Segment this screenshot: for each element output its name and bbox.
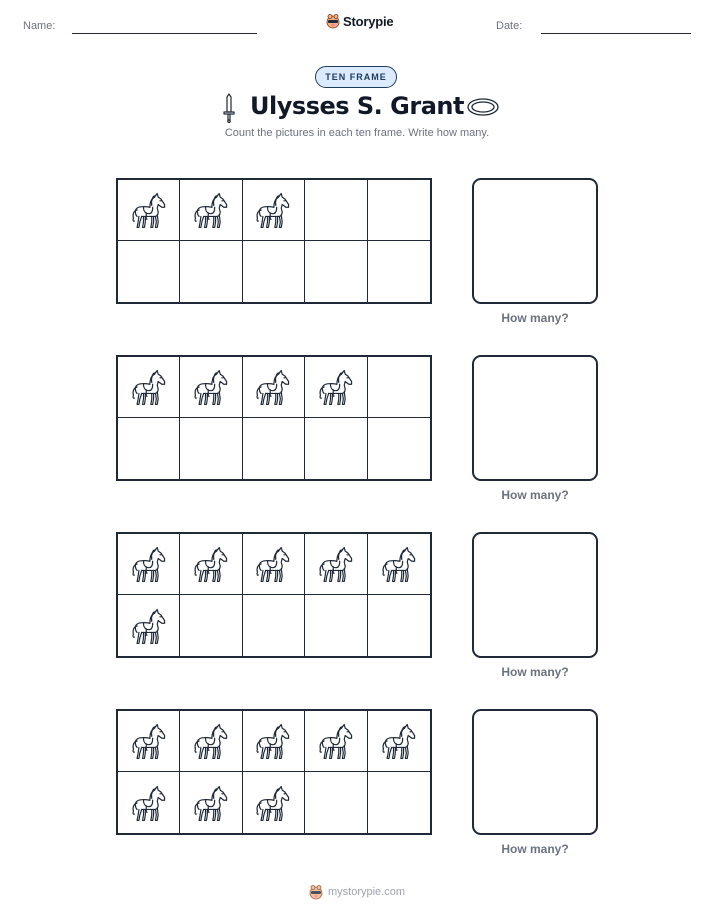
ten-frame-cell bbox=[118, 357, 180, 418]
ten-frame-cell bbox=[305, 711, 367, 772]
horse-icon bbox=[251, 188, 295, 232]
name-line[interactable] bbox=[72, 33, 257, 34]
ten-frame-cell bbox=[243, 711, 305, 772]
ten-frame-cell bbox=[368, 241, 430, 302]
ten-frame-cell bbox=[243, 357, 305, 418]
horse-icon bbox=[127, 542, 171, 586]
ten-frame-cell bbox=[305, 357, 367, 418]
horse-icon bbox=[251, 781, 295, 825]
horse-icon bbox=[377, 542, 421, 586]
ten-frame-cell bbox=[118, 595, 180, 656]
ten-frame-cell bbox=[368, 772, 430, 833]
horse-icon bbox=[189, 188, 233, 232]
date-line[interactable] bbox=[541, 33, 691, 34]
how-many-label-4: How many? bbox=[501, 842, 569, 856]
horse-icon bbox=[189, 365, 233, 409]
brand-logo bbox=[326, 13, 393, 29]
ten-frame-cell bbox=[305, 534, 367, 595]
footer-url[interactable]: mystorypie.com bbox=[327, 886, 406, 898]
ten-frame-cell bbox=[305, 595, 367, 656]
horse-icon bbox=[127, 719, 171, 763]
ten-frame-cell bbox=[368, 357, 430, 418]
horse-icon bbox=[189, 542, 233, 586]
ten-frame-cell bbox=[118, 180, 180, 241]
brand-name: Storypie bbox=[343, 13, 394, 29]
horse-icon bbox=[251, 365, 295, 409]
page-title: Ulysses S. Grant bbox=[250, 92, 464, 120]
worksheet-type-badge: TEN FRAME bbox=[315, 66, 397, 88]
answer-box-2[interactable] bbox=[472, 355, 598, 481]
how-many-label-3: How many? bbox=[501, 665, 569, 679]
answer-box-3[interactable] bbox=[472, 532, 598, 658]
ring-icon bbox=[466, 97, 500, 117]
ten-frame-4 bbox=[116, 709, 432, 835]
answer-box-4[interactable] bbox=[472, 709, 598, 835]
ten-frame-cell bbox=[118, 418, 180, 479]
footer bbox=[0, 884, 714, 900]
ten-frame-cell bbox=[180, 711, 242, 772]
ten-frame-cell bbox=[180, 180, 242, 241]
horse-icon bbox=[251, 719, 295, 763]
ten-frame-cell bbox=[118, 241, 180, 302]
storypie-mascot-icon bbox=[326, 13, 340, 29]
ten-frame-cell bbox=[180, 418, 242, 479]
ten-frame-cell bbox=[243, 241, 305, 302]
how-many-label-1: How many? bbox=[501, 311, 569, 325]
ten-frame-2 bbox=[116, 355, 432, 481]
ten-frame-3 bbox=[116, 532, 432, 658]
ten-frame-cell bbox=[118, 772, 180, 833]
ten-frame-cell bbox=[180, 357, 242, 418]
ten-frame-1 bbox=[116, 178, 432, 304]
horse-icon bbox=[127, 365, 171, 409]
horse-icon bbox=[314, 719, 358, 763]
ten-frame-cell bbox=[243, 180, 305, 241]
ten-frame-cell bbox=[180, 534, 242, 595]
ten-frame-cell bbox=[305, 180, 367, 241]
horse-icon bbox=[314, 365, 358, 409]
ten-frame-cell bbox=[243, 595, 305, 656]
storypie-mascot-icon bbox=[309, 884, 323, 900]
ten-frame-cell bbox=[368, 534, 430, 595]
answer-box-1[interactable] bbox=[472, 178, 598, 304]
ten-frame-cell bbox=[243, 772, 305, 833]
ten-frame-cell bbox=[368, 595, 430, 656]
horse-icon bbox=[251, 542, 295, 586]
ten-frame-cell bbox=[305, 241, 367, 302]
ten-frame-cell bbox=[368, 180, 430, 241]
ten-frame-cell bbox=[305, 418, 367, 479]
ten-frame-cell bbox=[243, 534, 305, 595]
ten-frame-cell bbox=[243, 418, 305, 479]
ten-frame-cell bbox=[180, 772, 242, 833]
date-label: Date: bbox=[496, 20, 523, 32]
ten-frame-cell bbox=[180, 241, 242, 302]
how-many-label-2: How many? bbox=[501, 488, 569, 502]
horse-icon bbox=[189, 719, 233, 763]
horse-icon bbox=[189, 781, 233, 825]
ten-frame-cell bbox=[305, 772, 367, 833]
horse-icon bbox=[127, 781, 171, 825]
horse-icon bbox=[377, 719, 421, 763]
name-label: Name: bbox=[23, 20, 56, 32]
ten-frame-cell bbox=[118, 534, 180, 595]
ten-frame-cell bbox=[118, 711, 180, 772]
instructions: Count the pictures in each ten frame. Write how many. bbox=[224, 127, 490, 139]
horse-icon bbox=[127, 604, 171, 648]
ten-frame-cell bbox=[368, 711, 430, 772]
ten-frame-cell bbox=[180, 595, 242, 656]
ten-frame-cell bbox=[368, 418, 430, 479]
horse-icon bbox=[314, 542, 358, 586]
horse-icon bbox=[127, 188, 171, 232]
